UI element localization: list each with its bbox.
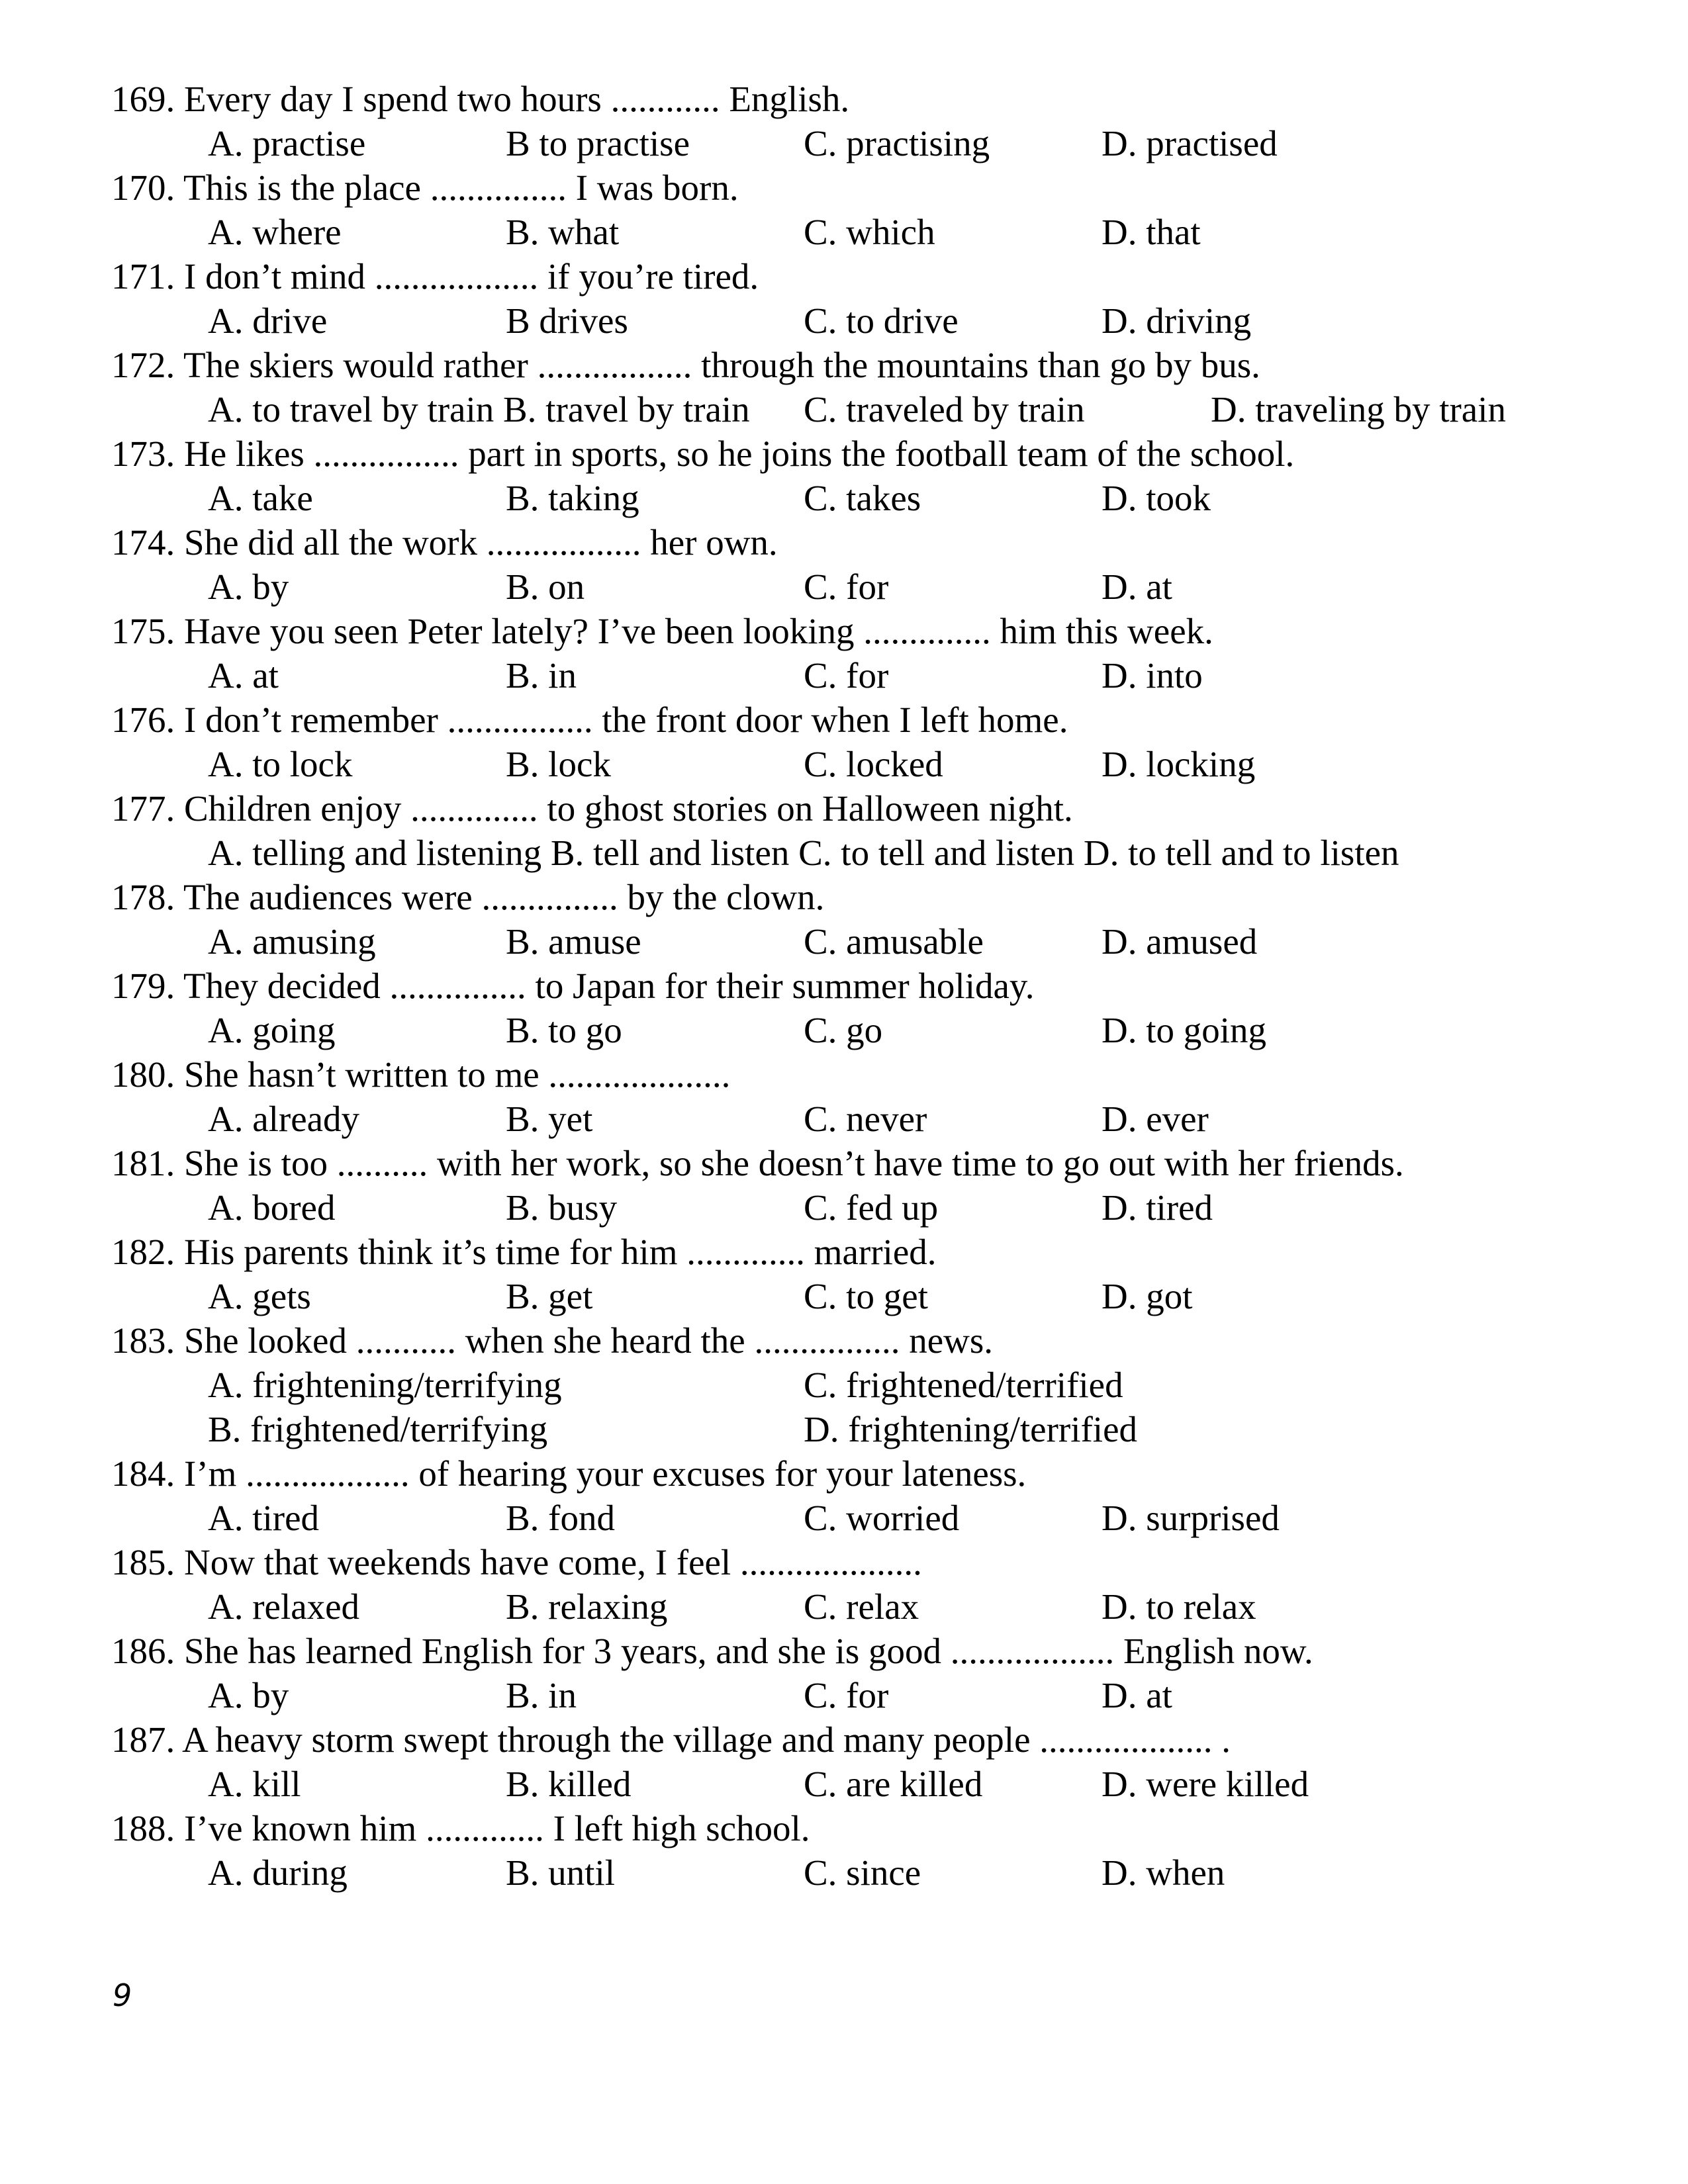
option-a: A. telling and listening (208, 833, 542, 873)
question-number: 171. (111, 256, 175, 296)
question-173 (111, 432, 1607, 476)
option-c: C. locked (804, 744, 943, 784)
option-d: D. driving (1102, 300, 1252, 341)
option-b: B. what (506, 212, 620, 252)
option-a: A. kill (208, 1764, 301, 1804)
option-c: C. to get (804, 1276, 928, 1316)
question-number: 170. (111, 167, 175, 208)
question-text: Children enjoy .............. to ghost stories on Halloween night. (184, 788, 1073, 829)
option-c: C. since (804, 1852, 921, 1893)
question-183 (111, 1318, 1607, 1363)
option-a: A. bored (208, 1187, 336, 1228)
question-text: I’ve known him ............. I left high school. (184, 1808, 810, 1848)
question-text: She is too .......... with her work, so she doesn’t have time to go out with her friends. (184, 1143, 1404, 1183)
question-178 (111, 875, 1607, 919)
option-d: D. into (1102, 655, 1203, 696)
question-number: 183. (111, 1320, 175, 1361)
question-text: She has learned English for 3 years, and she is good .................. English now. (184, 1631, 1313, 1671)
question-text: He likes ................ part in sports, so he joins the football team of the school. (184, 433, 1295, 474)
option-b: B. on (506, 567, 585, 607)
options-181 (208, 1185, 1607, 1230)
options-172 (208, 387, 1607, 432)
option-d: D. ever (1102, 1099, 1209, 1139)
question-text: I don’t mind .................. if you’re tired. (184, 256, 759, 296)
question-number: 184. (111, 1453, 175, 1494)
question-number: 173. (111, 433, 175, 474)
question-text: The skiers would rather ................. through the mountains than go by bus. (183, 345, 1260, 385)
question-number: 174. (111, 522, 175, 563)
option-c: C. worried (804, 1498, 960, 1538)
option-b: B. in (506, 655, 577, 696)
options-179 (208, 1008, 1607, 1052)
question-175 (111, 609, 1607, 653)
option-b: B. fond (506, 1498, 615, 1538)
option-d: D. practised (1102, 123, 1278, 163)
options-185 (208, 1584, 1607, 1629)
option-c: C. to drive (804, 300, 959, 341)
option-b: B to practise (506, 123, 690, 163)
question-number: 179. (111, 966, 175, 1006)
question-181 (111, 1141, 1607, 1185)
option-a: A. take (208, 478, 313, 518)
question-number: 172. (111, 345, 175, 385)
question-number: 169. (111, 79, 175, 119)
question-186 (111, 1629, 1607, 1673)
option-d: D. traveling by train (1211, 389, 1506, 430)
option-c: C. for (804, 567, 889, 607)
option-b: B. frightened/terrifying (208, 1409, 548, 1449)
question-number: 177. (111, 788, 175, 829)
option-a: A. relaxed (208, 1586, 360, 1627)
options-178 (208, 919, 1607, 964)
option-d: D. to tell and to listen (1083, 833, 1399, 873)
option-d: D. at (1102, 1675, 1172, 1715)
option-a: A. amusing (208, 921, 376, 962)
question-number: 185. (111, 1542, 175, 1582)
question-number: 180. (111, 1054, 175, 1095)
options-187 (208, 1762, 1607, 1806)
option-b: B. in (506, 1675, 577, 1715)
option-a: A. practise (208, 123, 366, 163)
option-b: B. get (506, 1276, 593, 1316)
option-d: D. to relax (1102, 1586, 1256, 1627)
option-c: C. fed up (804, 1187, 939, 1228)
option-d: D. that (1102, 212, 1201, 252)
option-b: B. until (506, 1852, 616, 1893)
options-182 (208, 1274, 1607, 1318)
question-number: 176. (111, 700, 175, 740)
option-d: D. at (1102, 567, 1172, 607)
question-180 (111, 1052, 1607, 1097)
options-175 (208, 653, 1607, 698)
option-d: D. locking (1102, 744, 1256, 784)
exercise-list (111, 77, 1607, 1895)
question-number: 186. (111, 1631, 175, 1671)
page-number: 9 (113, 1978, 132, 2013)
question-187 (111, 1717, 1607, 1762)
option-b: B. tell and listen (550, 833, 790, 873)
option-a: A. during (208, 1852, 348, 1893)
option-d: D. got (1102, 1276, 1193, 1316)
question-text: The audiences were ............... by the clown. (183, 877, 825, 917)
option-b: B. lock (506, 744, 611, 784)
option-a: A. to lock (208, 744, 353, 784)
option-c: C. go (804, 1010, 883, 1050)
question-176 (111, 698, 1607, 742)
question-text: This is the place ............... I was born. (183, 167, 739, 208)
option-c: C. takes (804, 478, 921, 518)
question-188 (111, 1806, 1607, 1850)
question-number: 182. (111, 1232, 175, 1272)
option-b: B. yet (506, 1099, 593, 1139)
question-text: Have you seen Peter lately? I’ve been looking .............. him this week. (184, 611, 1213, 651)
question-170 (111, 165, 1607, 210)
option-b: B. taking (506, 478, 639, 518)
option-a: A. by (208, 567, 289, 607)
option-c: C. for (804, 1675, 889, 1715)
options-188 (208, 1850, 1607, 1895)
option-a: A. drive (208, 300, 328, 341)
option-c: C. to tell and listen (798, 833, 1075, 873)
question-185 (111, 1540, 1607, 1584)
option-a: A. going (208, 1010, 336, 1050)
option-b: B. to go (506, 1010, 622, 1050)
question-174 (111, 520, 1607, 565)
question-number: 178. (111, 877, 175, 917)
question-text: His parents think it’s time for him ............. married. (184, 1232, 937, 1272)
options-169 (208, 121, 1607, 165)
question-number: 175. (111, 611, 175, 651)
question-text: They decided ............... to Japan for their summer holiday. (183, 966, 1035, 1006)
question-text: I don’t remember ................ the front door when I left home. (184, 700, 1068, 740)
option-c: C. practising (804, 123, 990, 163)
options-173 (208, 476, 1607, 520)
options-183-row2 (208, 1407, 1607, 1451)
option-d: D. to going (1102, 1010, 1267, 1050)
option-c: C. never (804, 1099, 927, 1139)
option-d: D. surprised (1102, 1498, 1280, 1538)
option-d: D. were killed (1102, 1764, 1309, 1804)
option-a: A. to travel by train (208, 389, 494, 430)
option-b: B. relaxing (506, 1586, 668, 1627)
option-b: B drives (506, 300, 628, 341)
question-179 (111, 964, 1607, 1008)
question-171 (111, 254, 1607, 298)
options-186 (208, 1673, 1607, 1717)
option-c: C. for (804, 655, 889, 696)
option-c: C. traveled by train (804, 389, 1085, 430)
question-text: She hasn’t written to me .................... (184, 1054, 731, 1095)
option-a: A. already (208, 1099, 360, 1139)
option-b: B. travel by train (503, 389, 750, 430)
question-text: A heavy storm swept through the village and many people ................... . (181, 1719, 1231, 1760)
option-d: D. when (1102, 1852, 1225, 1893)
option-c: C. are killed (804, 1764, 983, 1804)
option-c: C. relax (804, 1586, 919, 1627)
question-177 (111, 786, 1607, 831)
question-text: I’m .................. of hearing your excuses for your lateness. (184, 1453, 1027, 1494)
option-d: D. amused (1102, 921, 1258, 962)
option-a: A. gets (208, 1276, 311, 1316)
option-d: D. took (1102, 478, 1211, 518)
options-180 (208, 1097, 1607, 1141)
option-a: A. frightening/terrifying (208, 1365, 562, 1405)
option-a: A. tired (208, 1498, 320, 1538)
option-a: A. by (208, 1675, 289, 1715)
option-c: C. which (804, 212, 935, 252)
question-number: 181. (111, 1143, 175, 1183)
question-172 (111, 343, 1607, 387)
option-c: C. amusable (804, 921, 984, 962)
options-171 (208, 298, 1607, 343)
option-a: A. at (208, 655, 279, 696)
question-number: 187. (111, 1719, 175, 1760)
question-182 (111, 1230, 1607, 1274)
question-text: Every day I spend two hours ............ English. (184, 79, 850, 119)
question-169 (111, 77, 1607, 121)
question-184 (111, 1451, 1607, 1496)
option-d: D. tired (1102, 1187, 1213, 1228)
option-d: D. frightening/terrified (804, 1409, 1137, 1449)
option-c: C. frightened/terrified (804, 1365, 1123, 1405)
options-176 (208, 742, 1607, 786)
option-b: B. killed (506, 1764, 632, 1804)
options-170 (208, 210, 1607, 254)
options-177 (208, 831, 1607, 875)
option-a: A. where (208, 212, 342, 252)
option-b: B. busy (506, 1187, 618, 1228)
options-184 (208, 1496, 1607, 1540)
question-text: She looked ........... when she heard the ................ news. (184, 1320, 994, 1361)
question-text: She did all the work ................. her own. (184, 522, 778, 563)
options-183-row1 (208, 1363, 1607, 1407)
question-number: 188. (111, 1808, 175, 1848)
option-b: B. amuse (506, 921, 641, 962)
question-text: Now that weekends have come, I feel .................... (184, 1542, 922, 1582)
options-174 (208, 565, 1607, 609)
